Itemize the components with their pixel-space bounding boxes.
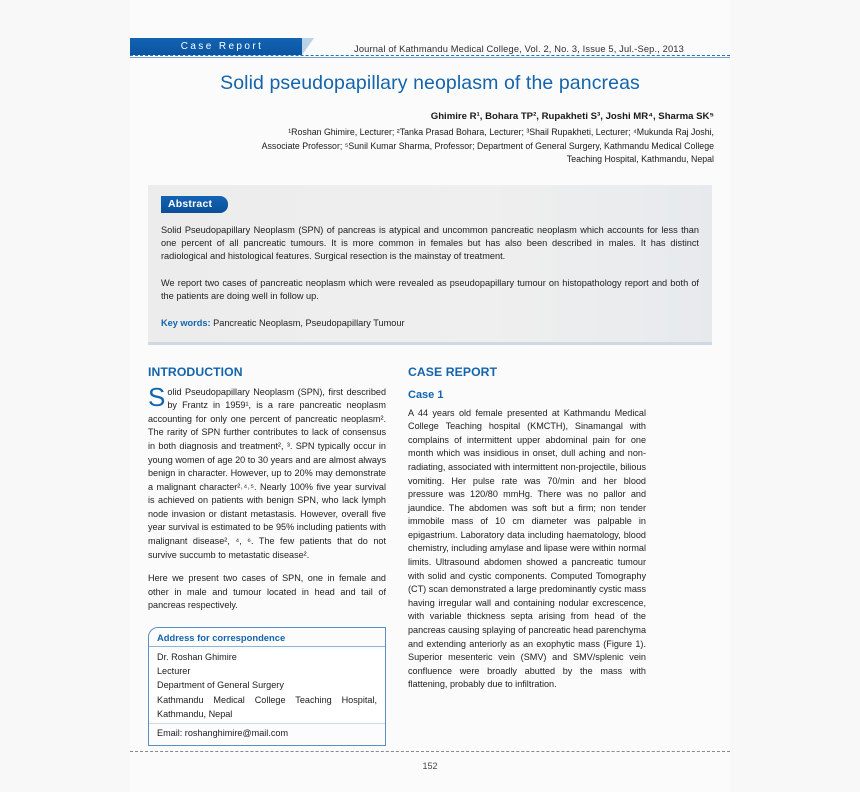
category-label: Case Report: [180, 41, 264, 52]
address-line: Lecturer: [157, 666, 191, 677]
address-line: Department of General Surgery: [157, 680, 284, 691]
left-column: [148, 365, 386, 747]
header-dashed-rule: [130, 55, 730, 56]
abstract-tab-label: Abstract: [161, 196, 228, 213]
right-column: [408, 365, 646, 747]
journal-citation: Journal of Kathmandu Medical College, Vol. 2, No. 3, Issue 5, Jul.-Sep., 2013: [354, 44, 684, 54]
abstract-paragraph-1: Solid Pseudopapillary Neoplasm (SPN) of pancreas is atypical and uncommon pancreatic neoplasm which accounts for less than one percent of all pancreatic tumours. It is more common in females but has also been described in males. It has distinct radiological and histological features. Surgical resection is the mainstay of treatment.: [161, 224, 699, 262]
affiliation-line: Teaching Hospital, Kathmandu, Nepal: [566, 154, 714, 164]
case-1-paragraph: A 44 years old female presented at Kathmandu Medical College Teaching hospital (KMCTH), Sinamangal with complains of intermittent upper abdominal pain for one month which was insidious in onset, dull aching and non-radiating, associated with intermittent non-projectile, bilious vomiting. Her pulse rate was 70/min and her blood pressure was 120/80 mmHg. There was no pallor and jaundice. The abdomen was soft but a firm; non tender immobile mass of 10 cm diameter was palpable in epigastrium. Laboratory data including haematology, blood chemistry, including amylase and lipase were within normal limits. Ultrasound abdomen showed a pancreatic tumour with solid and cystic components. Computed Tomography (CT) scan demonstrated a large predominantly cystic mass having irregular wall and containing nodular excrescence, with variable thickness septa arising from head of the pancreas causing splaying of pancreatic head parenchyma and extending anteriorly as an exophytic mass (Figure 1). Superior mesenteric vein (SMV) and SMV/splenic vein confluence were broadly abutted by the mass with flattening, probably due to infiltration.: [408, 407, 646, 690]
keywords-line: [161, 318, 699, 328]
page-content: [130, 0, 730, 792]
category-banner: [130, 38, 302, 55]
body-columns: [148, 365, 712, 747]
affiliation-line: Associate Professor; ⁵Sunil Kumar Sharma, Professor; Department of General Surgery, Kathmandu Medical College: [261, 140, 714, 151]
introduction-paragraph-2: Here we present two cases of SPN, one in female and other in male and tumour located in head and tail of pancreas respectively.: [148, 573, 386, 611]
address-line: Kathmandu Medical College Teaching Hospital,: [157, 694, 377, 705]
introduction-heading: INTRODUCTION: [148, 364, 243, 379]
abstract-paragraph-2: We report two cases of pancreatic neoplasm which were revealed as pseudopapillary tumour on histopathology report and both of the patients are doing well in follow up.: [161, 277, 699, 302]
keywords-label: Key words:: [161, 317, 211, 328]
address-for-correspondence-box: [148, 627, 386, 746]
case-1-subheading: Case 1: [408, 388, 444, 401]
header-solid-rule: [130, 57, 730, 58]
address-line: Dr. Roshan Ghimire: [157, 652, 237, 663]
author-affiliations: [130, 126, 730, 167]
introduction-paragraph-1: Solid Pseudopapillary Neoplasm (SPN), first described by Frantz in 1959¹, is a rare pancreatic neoplasm accounting for only one percent of pancreatic neoplasm². The rarity of SPN further contributes to lack of consensus in both diagnosis and treatment², ³. SPN typically occur in young women of age 20 to 30 years and are almost always benign in character. However, up to 20% may demonstrate a malignant character²˒⁴˒⁵. Nearly 100% five year survival is achieved on patients with benign SPN, who lack lymph node invasion or distant metastasis. However, overall five year survival is estimated to be 95% including patients with malignant disease², ⁴, ⁶. The few patients that do not survive succumb to metastatic disease².: [148, 381, 386, 560]
affiliation-line: ¹Roshan Ghimire, Lecturer; ²Tanka Prasad Bohara, Lecturer; ³Shail Rupakheti, Lecturer; ⁴Mukunda Raj Joshi,: [288, 127, 714, 137]
keywords-value: Pancreatic Neoplasm, Pseudopapillary Tumour: [210, 317, 405, 328]
address-line: Kathmandu, Nepal: [157, 708, 233, 719]
footer-rule: [130, 751, 730, 752]
address-email: Email: roshanghimire@mail.com: [149, 723, 385, 740]
category-banner-tail-icon: [302, 38, 314, 55]
page-title: Solid pseudopapillary neoplasm of the pancreas: [220, 72, 640, 94]
page-number: 152: [422, 761, 438, 771]
author-byline: Ghimire R¹, Bohara TP², Rupakheti S³, Joshi MR⁴, Sharma SK⁵: [430, 111, 714, 122]
abstract-box: [148, 185, 712, 345]
address-box-lines: [149, 650, 385, 721]
case-report-heading: CASE REPORT: [408, 364, 498, 379]
address-box-title: Address for correspondence: [149, 632, 385, 647]
